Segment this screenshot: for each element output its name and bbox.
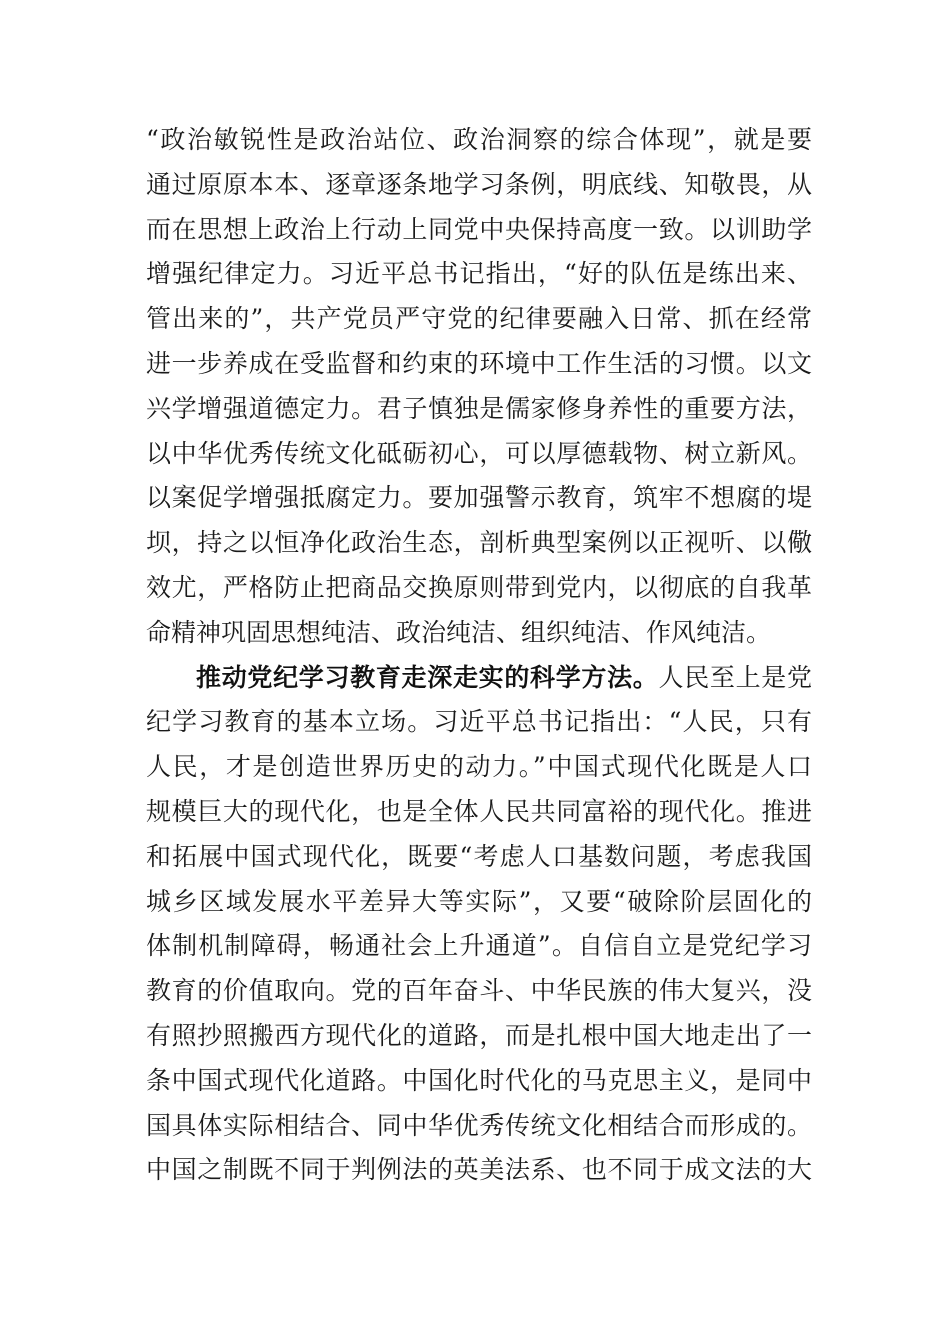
paragraph-line: 纪学习教育的基本立场。习近平总书记指出：“人民，只有 xyxy=(146,707,812,737)
paragraph-line: 规模巨大的现代化，也是全体人民共同富裕的现代化。推进 xyxy=(146,796,812,826)
paragraph-line: 以中华优秀传统文化砥砺初心，可以厚德载物、树立新风。 xyxy=(146,438,812,468)
paragraph-line: 城乡区域发展水平差异大等实际”，又要“破除阶层固化的 xyxy=(146,886,812,916)
paragraph-line: 国具体实际相结合、同中华优秀传统文化相结合而形成的。 xyxy=(146,1110,812,1140)
paragraph-line: 增强纪律定力。习近平总书记指出，“好的队伍是练出来、 xyxy=(146,259,812,289)
paragraph-line: 有照抄照搬西方现代化的道路，而是扎根中国大地走出了一 xyxy=(146,1020,812,1050)
paragraph-line: 通过原原本本、逐章逐条地学习条例，明底线、知敬畏，从 xyxy=(146,169,812,199)
paragraph-line: 管出来的”，共产党员严守党的纪律要融入日常、抓在经常 xyxy=(146,304,812,334)
paragraph-line: 中国之制既不同于判例法的英美法系、也不同于成文法的大 xyxy=(146,1155,812,1185)
paragraph-line: “政治敏锐性是政治站位、政治洞察的综合体现”，就是要 xyxy=(146,125,812,154)
paragraph-line: 条中国式现代化道路。中国化时代化的马克思主义，是同中 xyxy=(146,1065,812,1095)
paragraph-line: 进一步养成在受监督和约束的环境中工作生活的习惯。以文 xyxy=(146,348,812,378)
paragraph-line: 和拓展中国式现代化，既要“考虑人口基数问题，考虑我国 xyxy=(146,841,812,871)
paragraph-line: 教育的价值取向。党的百年奋斗、中华民族的伟大复兴，没 xyxy=(146,976,812,1006)
paragraph-line: 兴学增强道德定力。君子慎独是儒家修身养性的重要方法， xyxy=(146,393,812,423)
paragraph-line: 效尤，严格防止把商品交换原则带到党内，以彻底的自我革 xyxy=(146,572,812,602)
paragraph-1 xyxy=(146,118,812,656)
document-body xyxy=(146,118,812,1193)
paragraph-line: 命精神巩固思想纯洁、政治纯洁、组织纯洁、作风纯洁。 xyxy=(146,617,772,647)
paragraph-2 xyxy=(146,656,812,1194)
paragraph-line: 以案促学增强抵腐定力。要加强警示教育，筑牢不想腐的堤 xyxy=(146,483,812,513)
paragraph-text: 人民至上是党 xyxy=(658,662,812,692)
paragraph-line: 体制机制障碍，畅通社会上升通道”。自信自立是党纪学习 xyxy=(146,931,812,961)
paragraph-line: 坝，持之以恒净化政治生态，剖析典型案例以正视听、以儆 xyxy=(146,528,812,558)
paragraph-line: 而在思想上政治上行动上同党中央保持高度一致。以训助学 xyxy=(146,214,812,244)
paragraph-line: 人民，才是创造世界历史的动力。”中国式现代化既是人口 xyxy=(146,752,812,782)
paragraph-first-line xyxy=(146,656,812,701)
section-heading: 推动党纪学习教育走深走实的科学方法。 xyxy=(196,662,659,692)
